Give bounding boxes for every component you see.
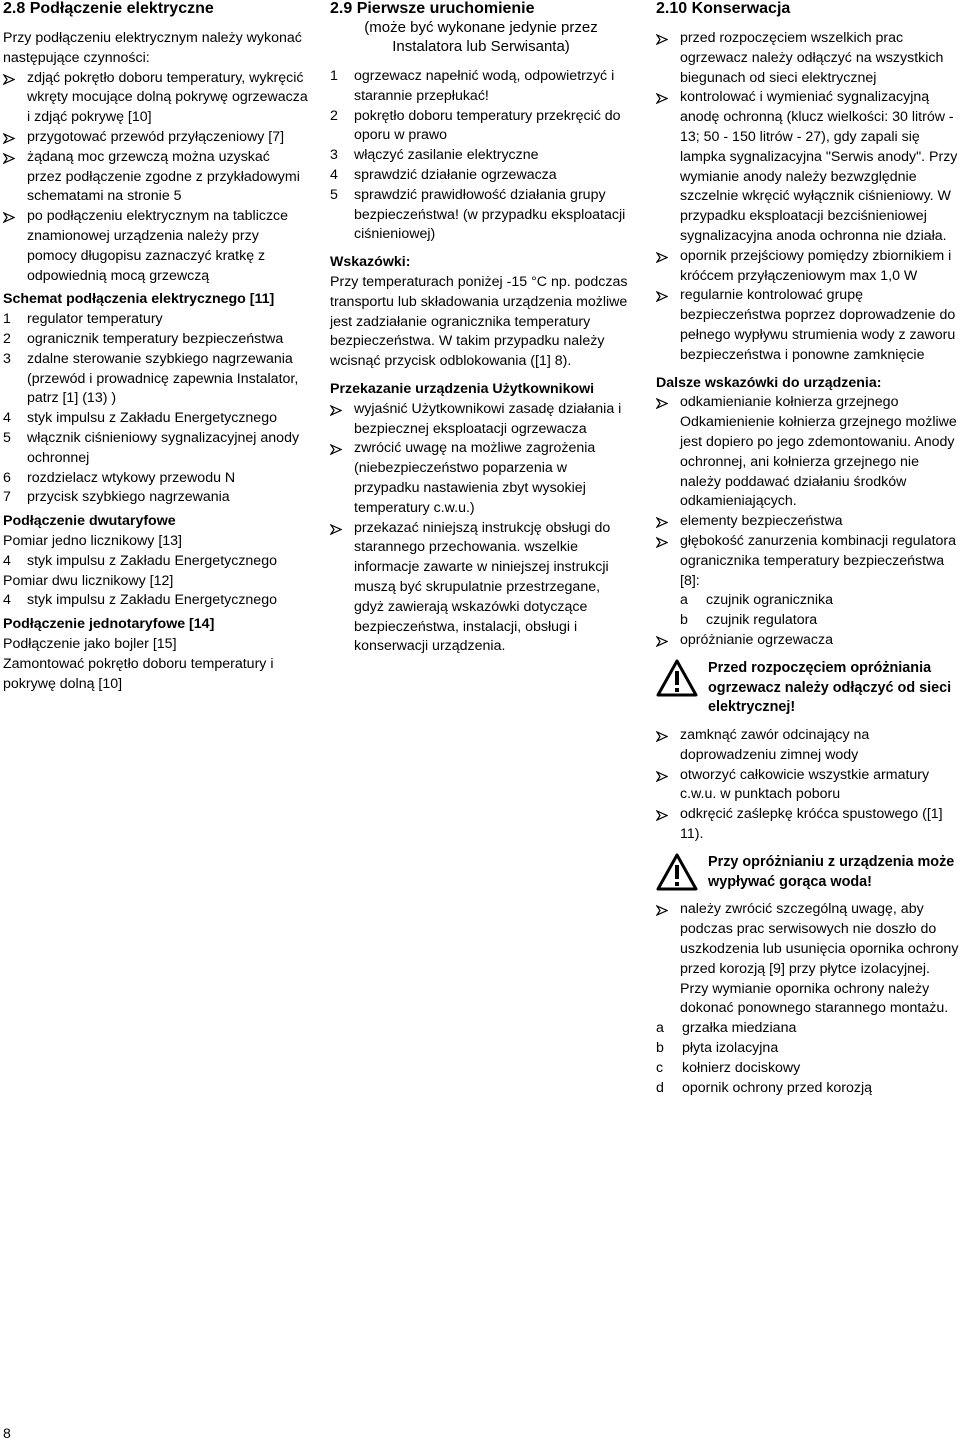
sub-item: d opornik ochrony przed korozją <box>656 1079 873 1096</box>
arrow-bullet-icon <box>656 88 670 104</box>
sub-list <box>656 1019 959 1098</box>
arrow-bullet-icon <box>656 631 670 647</box>
section-title-2-8: 2.8 Podłączenie elektryczne <box>3 0 214 17</box>
sub-item: a grzałka miedziana <box>656 1020 797 1037</box>
step-item: 4 sprawdzić działanie ogrzewacza <box>330 166 557 183</box>
schemat-item: 7 przycisk szybkiego nagrzewania <box>3 489 230 506</box>
bullet-item: otworzyć całkowicie wszystkie armatury c.w.u. w punktach poboru <box>656 766 959 806</box>
dwutaryf-dwu-item: 4 styk impulsu z Zakładu Energetycznego <box>3 592 277 609</box>
warning-triangle-icon <box>656 659 698 704</box>
intro-text: Przy podłączeniu elektrycznym należy wykonać następujące czynności: <box>3 30 302 66</box>
bullet-item: wyjaśnić Użytkownikowi zasadę działania i bezpiecznej eksploatacji ogrzewacza <box>330 400 632 440</box>
arrow-bullet-icon <box>656 726 670 742</box>
bullet-item: elementy bezpieczeństwa <box>656 512 959 532</box>
wskazowki-title: Wskazówki: <box>330 254 411 271</box>
bullet-item: odkręcić zaślepkę króćca spustowego ([1] 11). <box>656 805 959 845</box>
bullet-item: należy zwrócić szczególną uwagę, aby podczas prac serwisowych nie doszło do uszkodzenia lub usunięcia opornika ochrony przed korozją [9] przy płytce izolacyjnej. Przy wymianie opornika ochrony należy dokonać ponownego starannego montażu. <box>656 900 959 1019</box>
schemat-item: 4 styk impulsu z Zakładu Energetycznego <box>3 410 277 427</box>
arrow-bullet-icon <box>656 512 670 528</box>
step-item: 1 ogrzewacz napełnić wodą, odpowietrzyć i starannie przepłukać! <box>330 68 615 104</box>
arrow-bullet-icon <box>656 286 670 302</box>
przekazanie-title: Przekazanie urządzenia Użytkownikowi <box>330 380 595 397</box>
sub-item: b czujnik regulatora <box>680 612 818 629</box>
bullet-item: zwrócić uwagę na możliwe zagrożenia (niebezpieczeństwo poparzenia w przypadku nastawienia zbyt wysokiej temperatury c.w.u.) <box>330 439 632 518</box>
bullet-item: głębokość zanurzenia kombinacji regulatora ogranicznika temperatury bezpieczeństwa [8]: <box>656 532 959 591</box>
warning-box: Przy opróżnianiu z urządzenia może wypływać gorąca woda! <box>656 853 959 893</box>
jednotaryf-bojler: Podłączenie jako bojler [15] <box>3 635 177 652</box>
step-item: 3 włączyć zasilanie elektryczne <box>330 147 539 164</box>
arrow-bullet-icon <box>330 400 344 416</box>
dwutaryf-jedno-item: 4 styk impulsu z Zakładu Energetycznego <box>3 552 277 569</box>
column-3 <box>656 0 959 1098</box>
arrow-bullet-icon <box>330 439 344 455</box>
arrow-bullet-icon <box>656 247 670 263</box>
bullet-item: regularnie kontrolować grupę bezpieczeństwa poprzez doprowadzenie do pełnego wypływu strumienia wody z zaworu bezpieczeństwa i ponowne zamknięcie <box>656 286 959 365</box>
bullet-item: kontrolować i wymieniać sygnalizacyjną anodę ochronną (klucz wielkości: 30 litrów - 13; 50 - 150 litrów - 27), gdy zapali się lampka sygnalizacyjna "Serwis anody". Przy wymianie anody należy bezwzględnie szczelnie wkręcić wyłącznik ciśnieniowy. W przypadku eksploatacji bezciśnieniowej sygnalizacyjna anoda ochronna nie działa. <box>656 88 959 246</box>
arrow-bullet-icon <box>3 69 17 85</box>
arrow-bullet-icon <box>656 29 670 45</box>
arrow-bullet-icon <box>656 393 670 409</box>
bullet-item: przygotować przewód przyłączeniowy [7] <box>3 128 308 148</box>
dwutaryf-dwu: Pomiar dwu licznikowy [12] <box>3 572 174 589</box>
schemat-item: 2 ogranicznik temperatury bezpieczeństwa <box>3 330 284 347</box>
sub-item: b płyta izolacyjna <box>656 1040 779 1057</box>
section-title-2-10: 2.10 Konserwacja <box>656 0 791 17</box>
warning-box: Przed rozpoczęciem opróżniania ogrzewacz należy odłączyć od sieci elektrycznej! <box>656 659 959 718</box>
bullet-item: przed rozpoczęciem wszelkich prac ogrzewacz należy odłączyć na wszystkich biegunach od sieci elektrycznej <box>656 29 959 88</box>
sub-item: c kołnierz dociskowy <box>656 1059 801 1076</box>
sub-item: a czujnik ogranicznika <box>680 592 833 609</box>
schemat-item: 1 regulator temperatury <box>3 311 163 328</box>
bullet-item: opróżnianie ogrzewacza <box>656 631 959 651</box>
jednotaryf-title: Podłączenie jednotaryfowe [14] <box>3 616 215 633</box>
wskazowki-text: Przy temperaturach poniżej -15 °C np. podczas transportu lub składowania urządzenia możliwe jest zadziałanie ogranicznika temperatury bezpieczeństwa. W takim przypadku należy wcisnąć przycisk odblokowania ([1] 8). <box>330 273 628 370</box>
bullet-item: zamknąć zawór odcinający na doprowadzeniu zimnej wody <box>656 726 959 766</box>
schemat-item: 5 włącznik ciśnieniowy sygnalizacyjnej anody ochronnej <box>3 429 300 466</box>
column-2 <box>330 0 632 657</box>
arrow-bullet-icon <box>3 207 17 223</box>
dalsze-title: Dalsze wskazówki do urządzenia: <box>656 374 882 391</box>
arrow-bullet-icon <box>656 805 670 821</box>
bullet-item: po podłączeniu elektrycznym na tabliczce znamionowej urządzenia należy przy pomocy długopisu zaznaczyć kratkę z odpowiednią mocą grzewczą <box>3 207 308 286</box>
arrow-bullet-icon <box>656 900 670 916</box>
step-item: 2 pokrętło doboru temperatury przekręcić do oporu w prawo <box>330 107 621 144</box>
dwutaryf-title: Podłączenie dwutaryfowe <box>3 513 176 530</box>
schemat-item: 6 rozdzielacz wtykowy przewodu N <box>3 469 236 486</box>
arrow-bullet-icon <box>656 766 670 782</box>
bullet-item: odkamienianie kołnierza grzejnego Odkamienienie kołnierza grzejnego możliwe jest dopiero po jego zdemontowaniu. Anody ochronnej, ani kołnierza grzejnego nie należy poddawać działaniu środków odkamieniających. <box>656 393 959 512</box>
step-item: 5 sprawdzić prawidłowość działania grupy bezpieczeństwa! (w przypadku eksploatacji ciśnieniowej) <box>330 186 626 243</box>
page-number: 8 <box>3 1425 11 1441</box>
arrow-bullet-icon <box>330 519 344 535</box>
sub-list <box>656 591 959 631</box>
dwutaryf-jedno: Pomiar jedno licznikowy [13] <box>3 532 182 549</box>
warning-triangle-icon <box>656 853 698 898</box>
arrow-bullet-icon <box>3 148 17 164</box>
bullet-item: żądaną moc grzewczą można uzyskać przez podłączenie zgodne z przykładowymi schematami na stronie 5 <box>3 148 308 207</box>
bullet-item: opornik przejściowy pomiędzy zbiornikiem i króćcem przyłączeniowym max 1,0 W <box>656 247 959 287</box>
section-title-2-9: 2.9 Pierwsze uruchomienie (może być wykonane jedynie przez Instalatora lub Serwisanta) <box>330 0 632 56</box>
column-1 <box>3 0 308 694</box>
section-subtitle: (może być wykonane jedynie przez Instalatora lub Serwisanta) <box>364 19 598 55</box>
jednotaryf-montaz: Zamontować pokrętło doboru temperatury i pokrywę dolną [10] <box>3 655 274 692</box>
schemat-item: 3 zdalne sterowanie szybkiego nagrzewania (przewód i prowadnicę zapewnia Instalator, patrz [1] (13) ) <box>3 350 299 407</box>
bullet-item: zdjąć pokrętło doboru temperatury, wykręcić wkręty mocujące dolną pokrywę ogrzewacza i zdjąć pokrywę [10] <box>3 69 308 128</box>
arrow-bullet-icon <box>3 128 17 144</box>
schemat-title: Schemat podłączenia elektrycznego [11] <box>3 291 275 308</box>
arrow-bullet-icon <box>656 532 670 548</box>
bullet-item: przekazać niniejszą instrukcję obsługi do starannego przechowania. wszelkie informacje zawarte w niniejszej instrukcji muszą być skrupulatnie przestrzegane, gdyż zawierają wskazówki dotyczące bezpieczeństwa, instalacji, obsługi i konserwacji urządzenia. <box>330 519 632 658</box>
